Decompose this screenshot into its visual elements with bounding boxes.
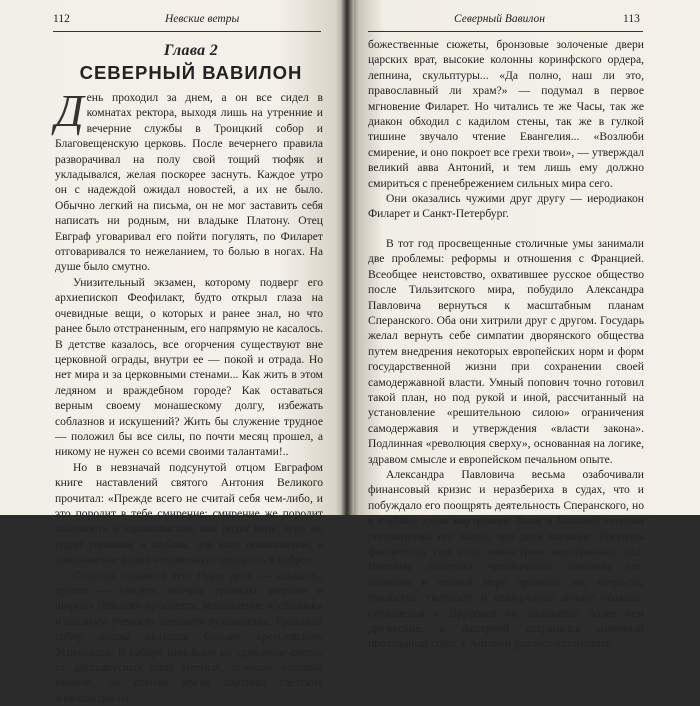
book-gutter xyxy=(340,0,354,515)
left-page xyxy=(0,0,346,705)
paragraph xyxy=(55,86,323,275)
right-body-text xyxy=(368,37,644,652)
right-page xyxy=(348,0,700,651)
chapter-number: Глава 2 xyxy=(163,42,219,59)
running-title: Северный Вавилон xyxy=(454,13,545,25)
paragraph: В тот год просвещенные столичные умы занимали две проблемы: реформы и отношения с Францией. Всеобщее неистовство, охватившее русское общество после Тильзитского мира, побудило Александра Павловича вернуться к масштабным планам Сперанского. Оба они хитрили друг с другом. Государь желал вернуть себе симпатии дворянского общества путем внедрения некоторых европейских норм и форм государственной жизни при сохранении своей самодержавной власти. Умный попович точно готовил такой план, но под рукой и иной, рассчитанный на установление «решительною силою» ограничения самодержавия и утверждения «власти закона». Подлинная «революция сверху», основанная на логике, здравом смысле и европейском печальном опыте. xyxy=(368,236,644,466)
page-number: 113 xyxy=(623,13,640,25)
section-break xyxy=(368,222,644,236)
left-body-text xyxy=(55,86,323,706)
paragraph-text: ень проходил за днем, а он все сидел в комнатах ректора, выходя лишь на утренние и вечерние службы в Троицкий собор и Благовещенскую церковь. После вечернего правила разворачивал на полу свой тощий тюфяк и укладывался, желая поскорее заснуть. Каждое утро он с надеждой ожидал новостей, а их не было. Обычно легкий на письма, он не мог заставить себя написать ни родным, ни владыке Платону. Отец Евграф уговаривал его пойти погулять, по Филарет отговаривался то нежеланием, то болью в ногах. На душе было смутно. xyxy=(55,91,323,274)
paragraph: Они оказались чужими друг другу — иеродиакон Филарет и Санкт-Петербург. xyxy=(368,192,644,221)
paragraph: Унизительный экзамен, которому подверг его архиепископ Феофилакт, будто открыл глаза на очевидные вещи, о которых и ранее знал, но что ранее было отстраненным, его напрямую не касалось. В детстве казалось, все огорчения существуют вне церковной ограды, внутри ее — покой и отрада. Но нет мира и за церковными стенами... Как жить в этом ледяном и враждебном городе? Как оставаться верным своему монашескому долгу, избежать соблазнов и искушений? Жить бы служение трудное — положил бы все силы, по почти месяц прошел, а никому не нужен со всеми своими талантами!.. xyxy=(55,275,323,459)
chapter-title: СЕВЕРНЫЙ ВАВИЛОН xyxy=(79,62,303,83)
paragraph: Столица подавила его. Одно дело — слышать, другое — увидеть воочию громады дворцов и ширину Невского проспекта, великолепие обстановки и высокую ученость здешнего духовенства. Троицкий собор лавры оказался больше кремлевского Успенского. В соборе ним было на удивление светло от двухъярусных окон. Черный, зеленый, розовый мрамор, по стенам яркие картины светских живописцев на xyxy=(55,568,323,705)
page-number: 112 xyxy=(53,13,70,25)
running-title: Невские ветры xyxy=(165,13,240,25)
header-rule xyxy=(368,31,643,32)
drop-cap: Д xyxy=(55,86,84,136)
paragraph: Но в невзначай подсунутой отцом Евграфом книге наставлений святого Антония Великого прочитал: «Прежде всего не считай себя чем-либо, и это породит в тебе смирение; смирение же породит опытность и здравомыслие, кои родят веру; вера же родит упование и любовь, для коих повиновение, а повиновение родит неизменную твердость в добре». xyxy=(55,460,323,567)
header-rule xyxy=(53,31,321,32)
paragraph: божественные сюжеты, бронзовые золоченые двери царских врат, высокие колонны коринфского ордера, лепнина, скульптуры... «Да полно, наш ли это, православный ли храм?» — подумал в первое мгновение Филарет. Но читались те же Часы, так же диакон обходил с кадилом стены, так же в гулкой тишине звучало чтение Евангелия... «Возлюби смирение, и оно покроет все грехи твои», — утверждал великий авва Антоний, и тем лишь ему должно смириться с пренебрежением сильных мира сего. xyxy=(368,38,644,190)
paragraph: Александра Павловича весьма озабочивали финансовый кризис и неразбериха в судах, что и побуждало его поощрять деятельность Сперанского, но в глубине души внутренние были в большей степени регулируемы его волей, чем дела внешние. Государь фактически сам стал министром иностранных дел. Внешняя политика чрезвычайно занимала его, позволяя в полной мере проявить ум, хитрость, лукавство, твердость и незаурядное личное обаяние. Отношения с Пруссией он налаживал более чем дружеские, с Австрией сохранялся извечный прохладный союз, с Англией удалось установить xyxy=(368,467,644,651)
